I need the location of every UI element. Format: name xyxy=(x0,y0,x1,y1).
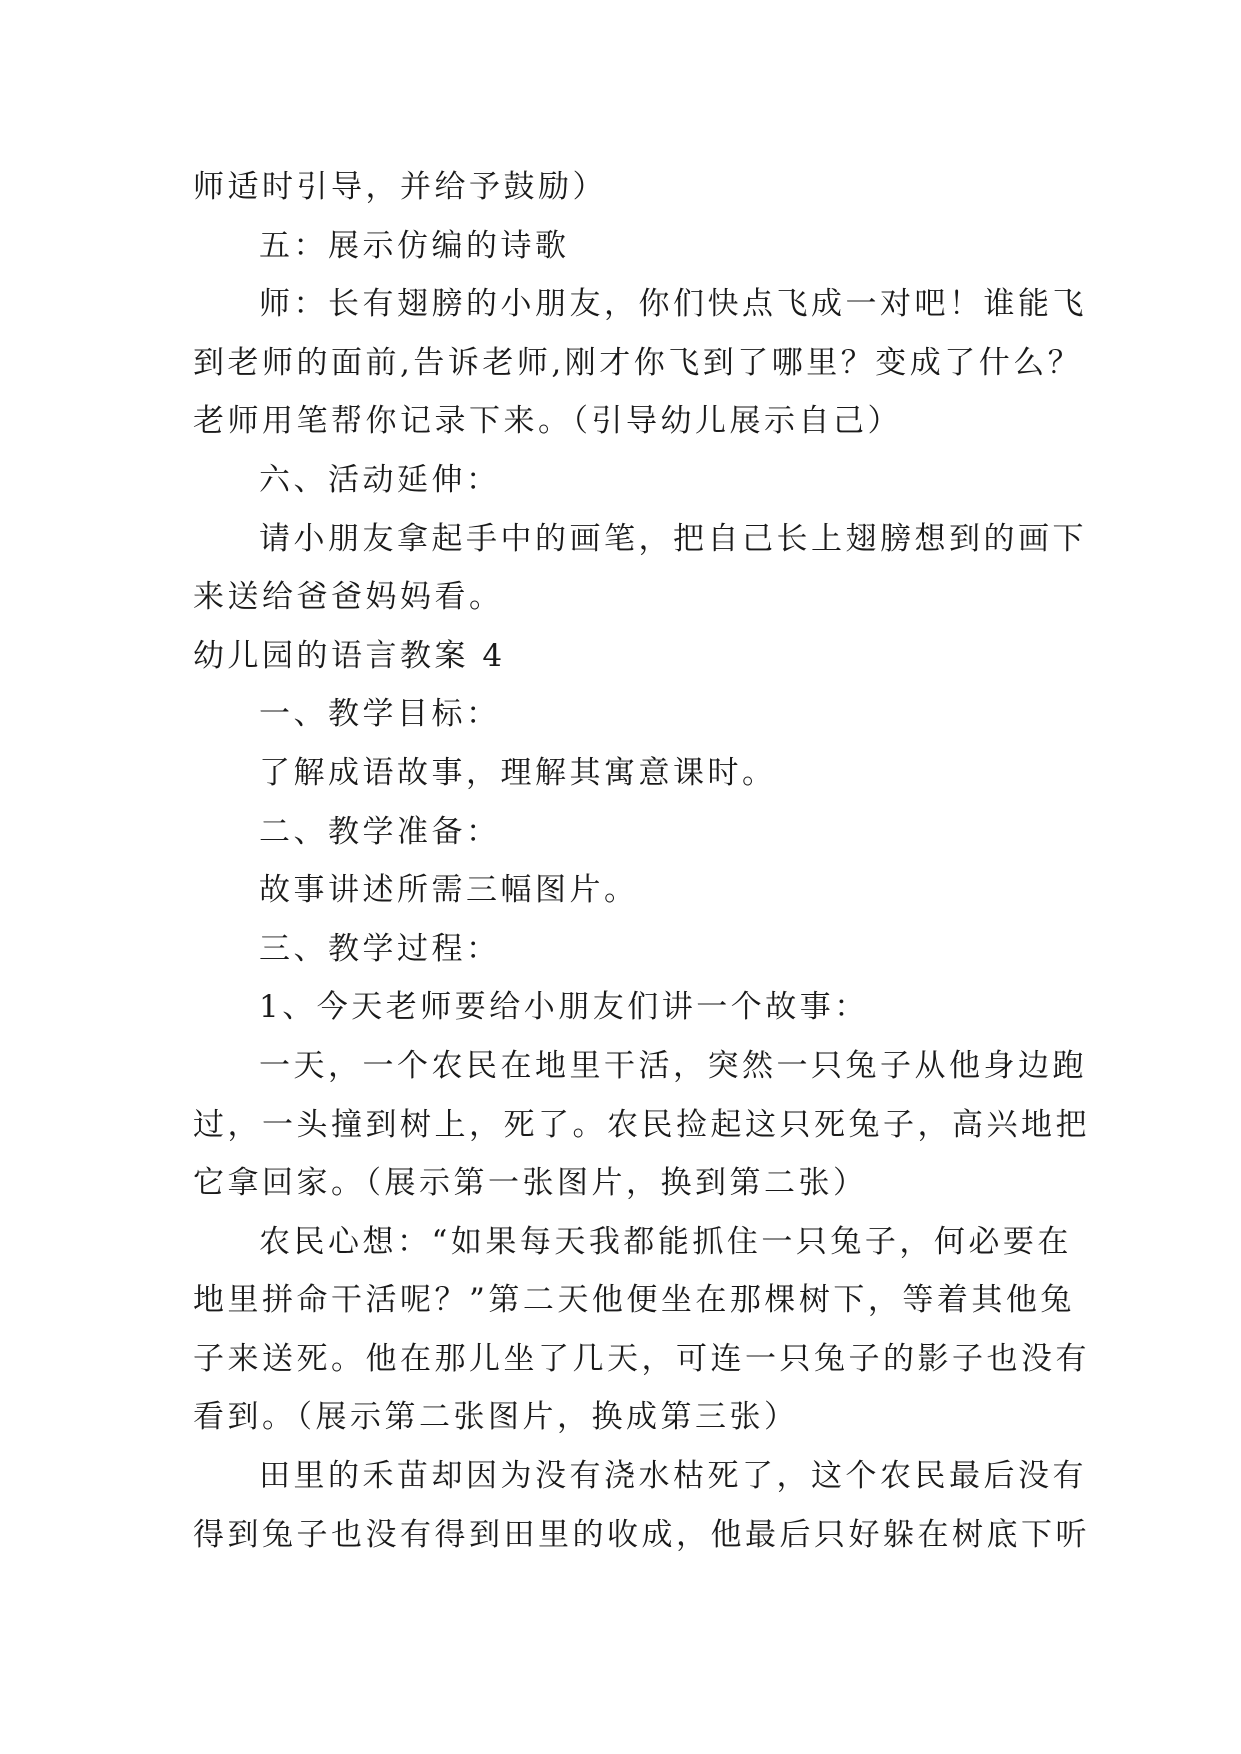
text-line: 师适时引导，并给予鼓励） xyxy=(193,169,607,205)
document-title: 幼儿园的语言教案 4 xyxy=(193,637,506,674)
text-line: 地里拼命干活呢？”第二天他便坐在那棵树下，等着其他兔 xyxy=(193,1282,1075,1319)
text-line: 老师用笔帮你记录下来。（引导幼儿展示自己） xyxy=(193,403,902,440)
text-line: 得到兔子也没有得到田里的收成，他最后只好躲在树底下听 xyxy=(193,1516,1090,1553)
text-line: 过，一头撞到树上，死了。农民捡起这只死兔子，高兴地把 xyxy=(193,1106,1090,1143)
text-line: 一天，一个农民在地里干活，突然一只兔子从他身边跑 xyxy=(259,1047,1087,1084)
text-line: 农民心想：“如果每天我都能抓住一只兔子，何必要在 xyxy=(259,1223,1072,1260)
section-heading-goals: 一、教学目标： xyxy=(259,696,501,733)
text-line: 到老师的面前,告诉老师,刚才你飞到了哪里？变成了什么？ xyxy=(193,344,1083,381)
document-page xyxy=(193,158,1090,1564)
section-heading-5: 五：展示仿编的诗歌 xyxy=(259,227,570,264)
text-line: 了解成语故事，理解其寓意课时。 xyxy=(259,754,777,791)
text-line: 它拿回家。（展示第一张图片，换到第二张） xyxy=(193,1165,868,1202)
text-line: 看到。（展示第二张图片，换成第三张） xyxy=(193,1399,799,1436)
section-heading-process: 三、教学过程： xyxy=(259,930,501,967)
text-line: 故事讲述所需三幅图片。 xyxy=(259,872,639,909)
text-line: 请小朋友拿起手中的画笔，把自己长上翅膀想到的画下 xyxy=(259,520,1087,557)
text-line: 来送给爸爸妈妈看。 xyxy=(193,579,504,616)
section-heading-6: 六、活动延伸： xyxy=(259,461,501,498)
text-line: 田里的禾苗却因为没有浇水枯死了，这个农民最后没有 xyxy=(259,1458,1087,1495)
text-line: 1、今天老师要给小朋友们讲一个故事： xyxy=(259,989,869,1026)
text-line: 师：长有翅膀的小朋友，你们快点飞成一对吧！谁能飞 xyxy=(259,286,1087,323)
section-heading-prep: 二、教学准备： xyxy=(259,813,501,850)
text-line: 子来送死。他在那儿坐了几天，可连一只兔子的影子也没有 xyxy=(193,1340,1090,1377)
